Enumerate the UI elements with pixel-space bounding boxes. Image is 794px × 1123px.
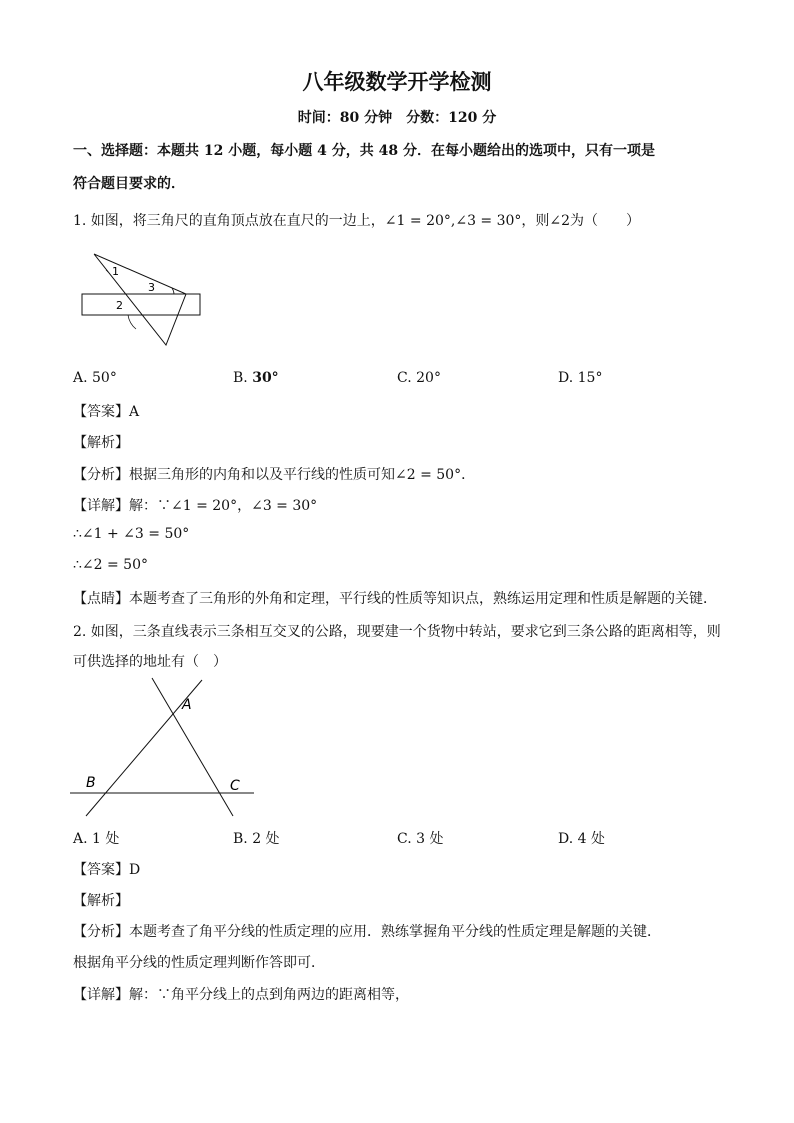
q2-answer: 【答案】D <box>73 862 141 878</box>
q2-option-d: D. 4 处 <box>558 831 605 847</box>
q1-option-a: A. 50° <box>73 370 117 386</box>
section-heading-line1: 一、选择题：本题共 12 小题，每小题 4 分，共 48 分．在每小题给出的选项中，只有一项是 <box>73 143 655 159</box>
q1-option-d: D. 15° <box>558 370 603 386</box>
q2-detail: 【详解】解：∵角平分线上的点到角两边的距离相等， <box>73 987 409 1003</box>
q2-stem-line2: 可供选择的地址有（ ） <box>73 654 227 670</box>
section-heading-line2: 符合题目要求的． <box>73 176 185 192</box>
q2-analysis-line2: 根据角平分线的性质定理判断作答即可． <box>73 955 325 971</box>
q1-comment: 【点睛】本题考查了三角形的外角和定理，平行线的性质等知识点，熟练运用定理和性质是解题的关键． <box>73 591 717 607</box>
q1-detail: 【详解】解：∵∠1 = 20°，∠3 = 30° <box>73 498 318 514</box>
q1-jiexi: 【解析】 <box>73 435 129 451</box>
q1-step2: ∴∠2 = 50° <box>73 557 148 573</box>
q1-figure-label-3: 3 <box>148 281 155 294</box>
exam-info: 时间：80 分钟 分数：120 分 <box>297 110 497 126</box>
q1-option-b: B. 30° <box>233 370 279 386</box>
q2-analysis-line1: 【分析】本题考查了角平分线的性质定理的应用．熟练掌握角平分线的性质定理是解题的关键． <box>73 924 661 940</box>
q2-option-c: C. 3 处 <box>397 831 444 847</box>
q2-three-roads-figure <box>70 676 260 818</box>
q1-ruler-triangle-figure <box>78 248 206 348</box>
q1-stem: 1. 如图，将三角尺的直角顶点放在直尺的一边上，∠1 = 20°,∠3 = 30°，则∠2为（ ） <box>73 213 641 229</box>
q2-stem-line1: 2. 如图，三条直线表示三条相互交叉的公路，现要建一个货物中转站，要求它到三条公路的距离相等，则 <box>73 624 721 640</box>
q2-figure-label-a: A <box>182 697 192 713</box>
q1-analysis: 【分析】根据三角形的内角和以及平行线的性质可知∠2 = 50°． <box>73 467 476 483</box>
page-title: 八年级数学开学检测 <box>302 69 492 94</box>
q2-option-b: B. 2 处 <box>233 831 280 847</box>
q2-option-a: A. 1 处 <box>73 831 120 847</box>
q2-figure-label-c: C <box>230 778 240 794</box>
q2-figure-label-b: B <box>86 775 96 791</box>
q1-option-c: C. 20° <box>397 370 441 386</box>
q2-jiexi: 【解析】 <box>73 893 129 909</box>
q1-answer: 【答案】A <box>73 404 140 420</box>
q1-figure-label-2: 2 <box>116 299 123 312</box>
q1-step1: ∴∠1 + ∠3 = 50° <box>73 526 190 542</box>
q1-figure-label-1: 1 <box>112 265 119 278</box>
